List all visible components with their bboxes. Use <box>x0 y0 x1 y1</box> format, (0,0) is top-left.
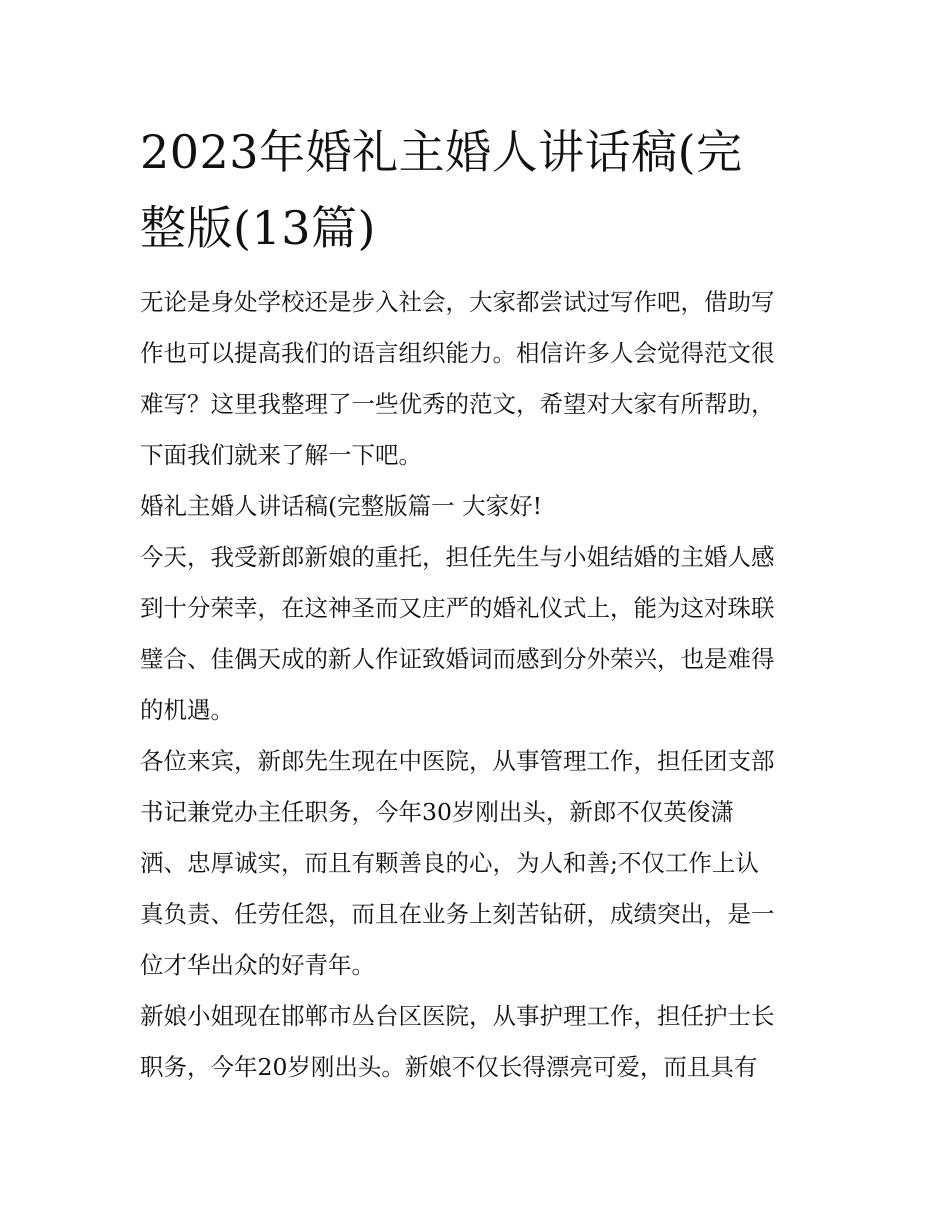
body-paragraph <box>140 736 820 991</box>
document-title <box>140 114 820 266</box>
text-line: 到十分荣幸，在这神圣而又庄严的婚礼仪式上，能为这对珠联 <box>140 594 775 622</box>
text-line: 今天，我受新郎新娘的重托，担任先生与小姐结婚的主婚人感 <box>140 543 775 571</box>
text-line: 新娘小姐现在邯郸市丛台区医院，从事护理工作，担任护士长 <box>140 1002 775 1030</box>
text-line: 璧合、佳偶天成的新人作证致婚词而感到分外荣兴，也是难得 <box>140 645 775 673</box>
text-line: 职务，今年20岁刚出头。新娘不仅长得漂亮可爱，而且具有 <box>140 1053 758 1081</box>
text-line: 作也可以提高我们的语言组织能力。相信许多人会觉得范文很 <box>140 339 775 367</box>
text-line: 真负责、任劳任怨，而且在业务上刻苦钻研，成绩突出，是一 <box>140 900 775 928</box>
text-line: 的机遇。 <box>140 696 234 724</box>
title-line: 2023年婚礼主婚人讲话稿(完 <box>140 125 743 179</box>
text-line: 难写？这里我整理了一些优秀的范文，希望对大家有所帮助， <box>140 390 775 418</box>
text-line: 各位来宾，新郎先生现在中医院，从事管理工作，担任团支部 <box>140 747 775 775</box>
body-paragraph <box>140 532 820 736</box>
text-line: 洒、忠厚诚实，而且有颗善良的心，为人和善;不仅工作上认 <box>140 849 759 877</box>
document-body <box>140 277 820 1093</box>
text-line: 下面我们就来了解一下吧。 <box>140 441 422 469</box>
intro-paragraph <box>140 277 820 481</box>
text-line: 婚礼主婚人讲话稿(完整版篇一 大家好! <box>140 492 543 520</box>
section-heading-paragraph <box>140 481 820 532</box>
text-line: 无论是身处学校还是步入社会，大家都尝试过写作吧，借助写 <box>140 288 775 316</box>
body-paragraph <box>140 991 820 1093</box>
text-line: 书记兼党办主任职务，今年30岁刚出头，新郎不仅英俊潇 <box>140 798 734 826</box>
title-line: 整版(13篇) <box>140 201 376 255</box>
text-line: 位才华出众的好青年。 <box>140 951 375 979</box>
